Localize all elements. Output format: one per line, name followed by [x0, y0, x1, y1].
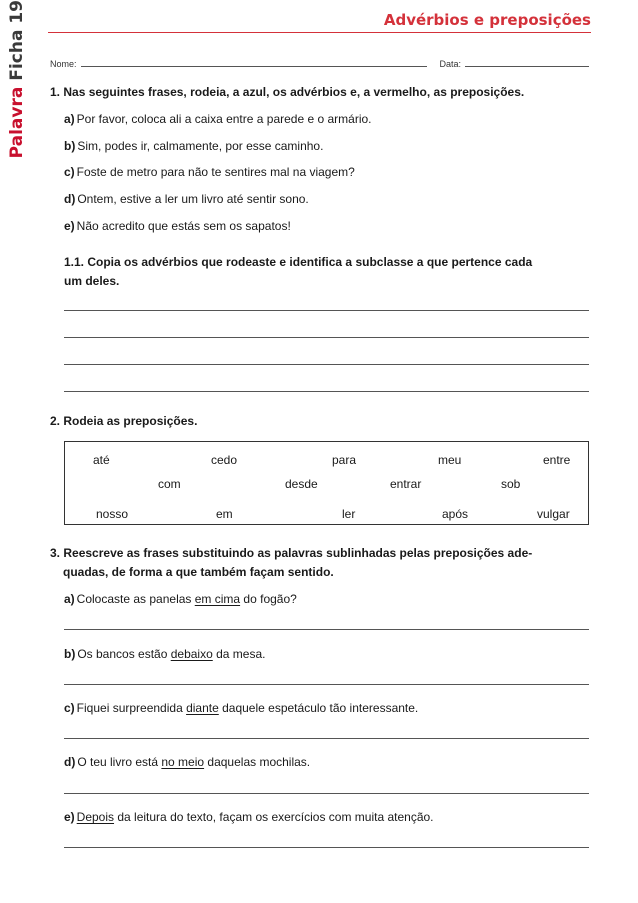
header-divider	[48, 32, 591, 33]
q1-item-d	[64, 190, 589, 208]
underlined-phrase: Depois	[76, 810, 115, 824]
item-text-before: Colocaste as panelas	[76, 592, 195, 606]
q1-item-b	[64, 137, 589, 155]
word-option[interactable]: entrar	[390, 477, 422, 491]
word-option[interactable]: sob	[501, 477, 521, 491]
side-tab-word-ficha: Ficha 19	[7, 0, 27, 81]
item-text: Não acredito que estás sem os sapatos!	[76, 219, 291, 233]
q3-item-d	[64, 753, 589, 771]
q3-item-b	[64, 645, 589, 663]
underlined-phrase: diante	[186, 701, 219, 715]
underlined-phrase: em cima	[194, 592, 241, 606]
word-option[interactable]: desde	[285, 477, 318, 491]
question-1	[50, 83, 589, 101]
answer-line[interactable]	[64, 310, 589, 311]
item-text-after: daquelas mochilas.	[204, 755, 311, 769]
name-label: Nome:	[50, 59, 77, 69]
item-text: Por favor, coloca ali a caixa entre a parede e o armário.	[76, 112, 372, 126]
answer-line[interactable]	[64, 364, 589, 365]
q1-item-e	[64, 217, 589, 235]
item-letter: d)	[64, 755, 76, 769]
word-option[interactable]: até	[93, 453, 110, 467]
word-option[interactable]: com	[158, 477, 181, 491]
item-letter: e)	[64, 219, 75, 233]
answer-line[interactable]	[64, 793, 589, 794]
prepositions-box	[64, 441, 589, 525]
item-text: Foste de metro para não te sentires mal na viagem?	[76, 165, 355, 179]
item-text-after: do fogão?	[240, 592, 297, 606]
date-field[interactable]	[465, 65, 589, 67]
question-3-text-line2: quadas, de forma a que também façam sentido.	[63, 565, 334, 579]
question-1-number: 1.	[50, 85, 61, 99]
item-letter: e)	[64, 810, 75, 824]
name-field[interactable]	[81, 65, 428, 67]
item-letter: b)	[64, 139, 76, 153]
side-tab	[0, 0, 30, 178]
answer-line[interactable]	[64, 684, 589, 685]
answer-line[interactable]	[64, 629, 589, 630]
underlined-phrase: debaixo	[170, 647, 213, 661]
item-text-after: da mesa.	[212, 647, 266, 661]
item-letter: c)	[64, 165, 75, 179]
question-1-1-text-line1: Copia os advérbios que rodeaste e identifica a subclasse a que pertence cada	[87, 255, 533, 269]
item-letter: a)	[64, 112, 75, 126]
item-letter: c)	[64, 701, 75, 715]
word-option[interactable]: cedo	[211, 453, 238, 467]
word-option[interactable]: após	[442, 507, 469, 521]
item-letter: a)	[64, 592, 75, 606]
question-3-text-line1: Reescreve as frases substituindo as palavras sublinhadas pelas preposições ade-	[63, 546, 533, 560]
side-tab-text	[2, 0, 32, 178]
question-2-text: Rodeia as preposições.	[63, 414, 198, 428]
word-option[interactable]: em	[216, 507, 233, 521]
question-1-text: Nas seguintes frases, rodeia, a azul, os advérbios e, a vermelho, as preposições.	[63, 85, 525, 99]
page-title: Advérbios e preposições	[383, 11, 591, 29]
word-option[interactable]: para	[332, 453, 357, 467]
item-text-before: Os bancos estão	[77, 647, 171, 661]
word-option[interactable]: vulgar	[537, 507, 570, 521]
underlined-phrase: no meio	[161, 755, 205, 769]
q1-item-c	[64, 163, 589, 181]
answer-line[interactable]	[64, 847, 589, 848]
question-3-number: 3.	[50, 546, 61, 560]
question-2	[50, 412, 589, 430]
word-option[interactable]: nosso	[96, 507, 129, 521]
word-option[interactable]: ler	[342, 507, 356, 521]
item-text: Ontem, estive a ler um livro até sentir sono.	[77, 192, 309, 206]
item-letter: b)	[64, 647, 76, 661]
answer-line[interactable]	[64, 738, 589, 739]
q3-item-e	[64, 808, 589, 826]
answer-line[interactable]	[64, 337, 589, 338]
item-letter: d)	[64, 192, 76, 206]
item-text-after: da leitura do texto, façam os exercícios com muita atenção.	[114, 810, 434, 824]
answer-line[interactable]	[64, 391, 589, 392]
item-text-before: O teu livro está	[77, 755, 162, 769]
q3-item-a	[64, 590, 589, 608]
question-1-1-text-line2: um deles.	[64, 274, 120, 288]
q3-item-c	[64, 699, 589, 717]
question-3	[50, 544, 589, 582]
date-label: Data:	[439, 59, 461, 69]
q1-item-a	[64, 110, 589, 128]
word-option[interactable]: meu	[438, 453, 462, 467]
word-option[interactable]: entre	[543, 453, 571, 467]
question-2-number: 2.	[50, 414, 61, 428]
question-1-1-number: 1.1.	[64, 255, 85, 269]
name-date-row	[50, 55, 589, 69]
question-1-1	[64, 253, 589, 291]
item-text-before: Fiquei surpreendida	[76, 701, 187, 715]
item-text-after: daquele espetáculo tão interessante.	[218, 701, 419, 715]
item-text: Sim, podes ir, calmamente, por esse caminho.	[77, 139, 324, 153]
side-tab-word-palavra: Palavra	[7, 86, 27, 159]
